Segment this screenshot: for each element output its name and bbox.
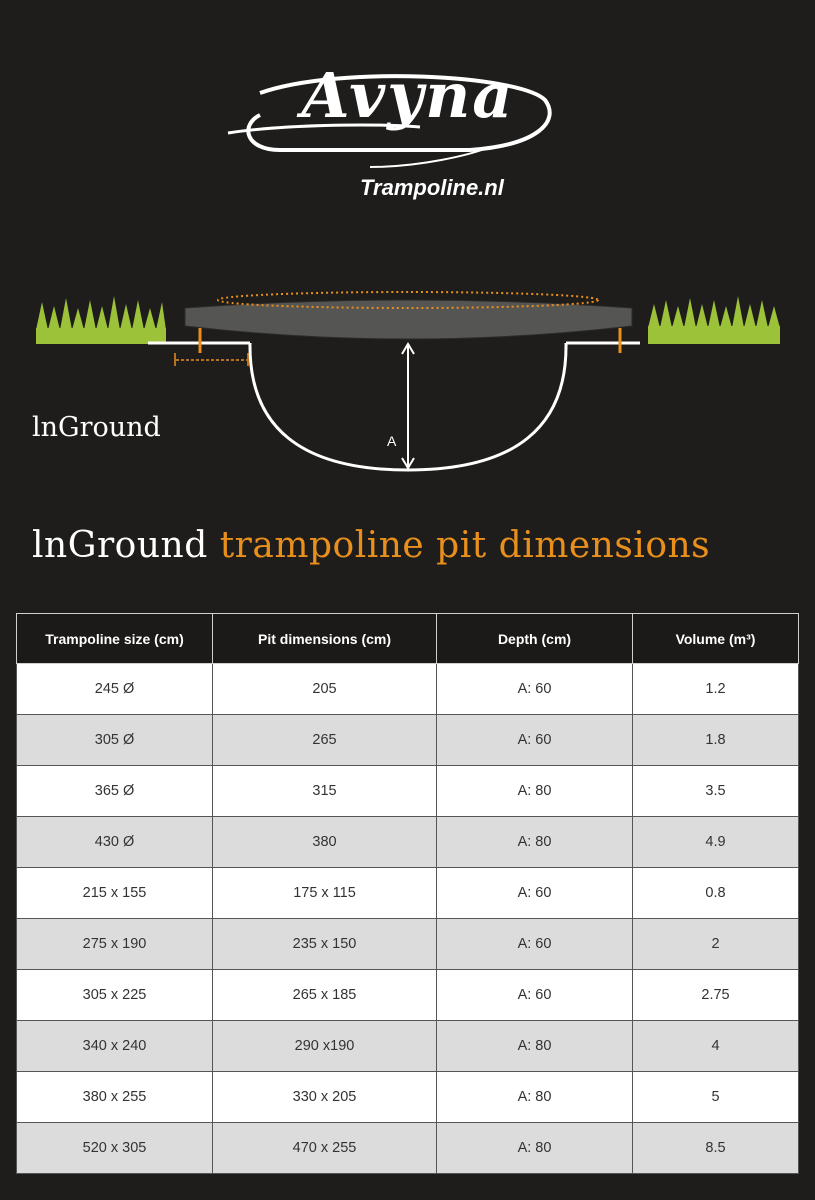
cell-volume: 1.8: [633, 715, 799, 766]
cell-pit-dimensions: 265 x 185: [213, 970, 437, 1021]
cell-volume: 4.9: [633, 817, 799, 868]
cell-pit-dimensions: 290 x190: [213, 1021, 437, 1072]
cell-trampoline-size: 275 x 190: [17, 919, 213, 970]
cell-depth: A: 60: [437, 919, 633, 970]
title-white: lnGround: [32, 525, 208, 566]
table-row: [17, 817, 799, 868]
cell-pit-dimensions: 205: [213, 664, 437, 715]
pit-dimensions-table: [16, 613, 799, 1174]
brand-logo: [220, 55, 560, 215]
cell-trampoline-size: 430 Ø: [17, 817, 213, 868]
cell-volume: 8.5: [633, 1123, 799, 1174]
header-volume: Volume (m³): [633, 614, 799, 664]
header-depth: Depth (cm): [437, 614, 633, 664]
grass-left: [36, 296, 166, 344]
table-row: [17, 766, 799, 817]
table-row: [17, 664, 799, 715]
cell-trampoline-size: 245 Ø: [17, 664, 213, 715]
cell-trampoline-size: 305 x 225: [17, 970, 213, 1021]
clearance-indicator: [175, 353, 248, 366]
cell-trampoline-size: 340 x 240: [17, 1021, 213, 1072]
cell-trampoline-size: 305 Ø: [17, 715, 213, 766]
table-row: [17, 1021, 799, 1072]
page-title: [32, 525, 710, 566]
header-pit-dimensions: Pit dimensions (cm): [213, 614, 437, 664]
table-header-row: [17, 614, 799, 664]
table-row: [17, 715, 799, 766]
cell-depth: A: 80: [437, 1021, 633, 1072]
cell-volume: 0.8: [633, 868, 799, 919]
diagram-label: lnGround: [32, 412, 161, 443]
pit-diagram: [0, 280, 815, 490]
cell-volume: 2: [633, 919, 799, 970]
table-row: [17, 970, 799, 1021]
brand-name: Avyna: [301, 59, 515, 132]
cell-pit-dimensions: 470 x 255: [213, 1123, 437, 1174]
cell-volume: 3.5: [633, 766, 799, 817]
cell-depth: A: 60: [437, 970, 633, 1021]
cell-depth: A: 60: [437, 715, 633, 766]
grass-right: [648, 296, 780, 344]
cell-pit-dimensions: 265: [213, 715, 437, 766]
depth-arrow: [402, 344, 414, 468]
brand-domain: Trampoline.nl: [360, 175, 504, 200]
cell-depth: A: 80: [437, 1123, 633, 1174]
cell-volume: 4: [633, 1021, 799, 1072]
depth-marker: A: [387, 433, 397, 449]
cell-volume: 5: [633, 1072, 799, 1123]
trampoline-mat: [185, 300, 632, 339]
title-orange: trampoline pit dimensions: [219, 525, 711, 566]
cell-pit-dimensions: 175 x 115: [213, 868, 437, 919]
cell-trampoline-size: 380 x 255: [17, 1072, 213, 1123]
cell-depth: A: 80: [437, 817, 633, 868]
cell-trampoline-size: 520 x 305: [17, 1123, 213, 1174]
table-row: [17, 1072, 799, 1123]
cell-pit-dimensions: 330 x 205: [213, 1072, 437, 1123]
cell-depth: A: 60: [437, 664, 633, 715]
cell-volume: 2.75: [633, 970, 799, 1021]
cell-trampoline-size: 365 Ø: [17, 766, 213, 817]
cell-depth: A: 80: [437, 1072, 633, 1123]
cell-pit-dimensions: 235 x 150: [213, 919, 437, 970]
cell-depth: A: 60: [437, 868, 633, 919]
cell-trampoline-size: 215 x 155: [17, 868, 213, 919]
header-trampoline-size: Trampoline size (cm): [17, 614, 213, 664]
cell-pit-dimensions: 380: [213, 817, 437, 868]
cell-depth: A: 80: [437, 766, 633, 817]
table-row: [17, 868, 799, 919]
cell-volume: 1.2: [633, 664, 799, 715]
table-row: [17, 1123, 799, 1174]
table-row: [17, 919, 799, 970]
cell-pit-dimensions: 315: [213, 766, 437, 817]
